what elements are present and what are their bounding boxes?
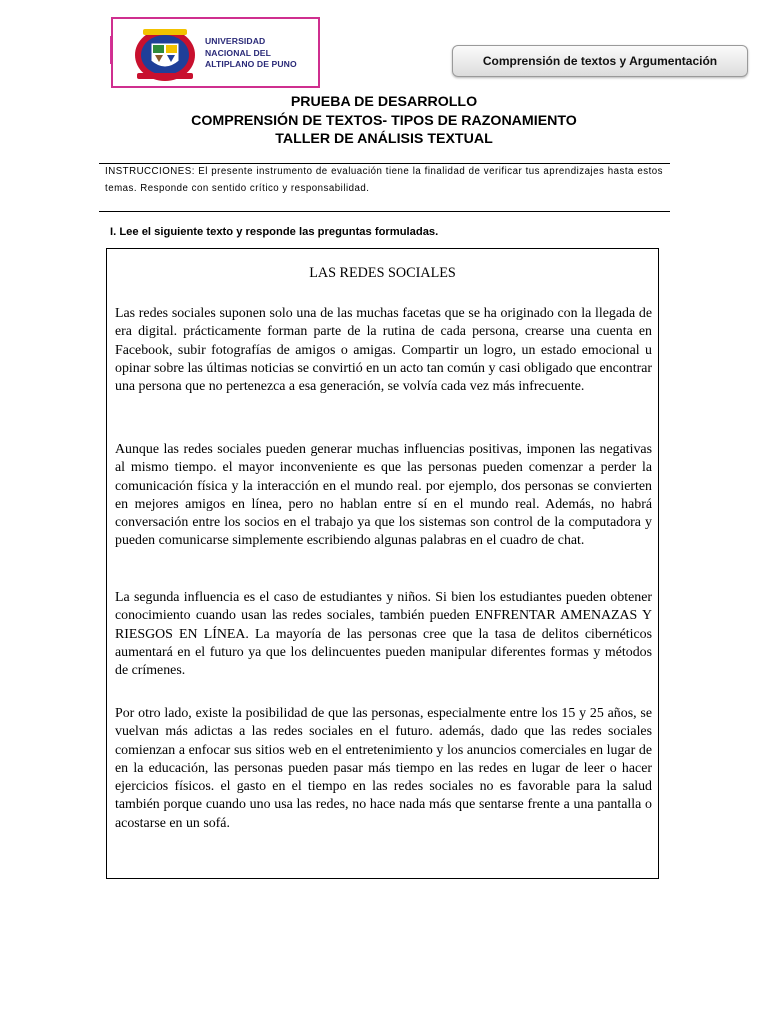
logo-line-3: ALTIPLANO DE PUNO xyxy=(205,59,297,69)
university-seal-icon xyxy=(133,25,197,83)
university-logo xyxy=(111,17,320,88)
reading-paragraph-1: Las redes sociales suponen solo una de las muchas facetas que se ha originado con la llegada de era digital. prácticamente forman parte de la rutina de cada persona, crearse una cuenta en Facebook, subir fotografías de amigos o amigas. Compartir un logro, un estado emocional u opinar sobre las últimas noticias se convirtió en un acto tan común y casi obligado que encontrar una persona que no pertenezca a esa generación, se volvía cada vez más infrecuente. xyxy=(115,306,652,395)
reading-title: LAS REDES SOCIALES xyxy=(309,265,456,281)
reading-paragraph-3: La segunda influencia es el caso de estudiantes y niños. Si bien los estudiantes pueden obtener conocimiento cuando usan las redes sociales, también pueden ENFRENTAR AMENAZAS Y RIESGOS EN LÍNEA. La mayoría de las personas cree que la tasa de delitos cibernéticos aumentará en el futuro ya que los delincuentes pueden manipular diferentes formas y métodos de crímenes. xyxy=(115,590,652,679)
course-label-button[interactable]: Comprensión de textos y Argumentación xyxy=(452,45,748,77)
reading-paragraph-4: Por otro lado, existe la posibilidad de que las personas, especialmente entre los 15 y 25 años, se vuelvan más adictas a las redes sociales en el futuro. además, dado que las redes sociales comienzan a enfocar sus sitios web en el entretenimiento y los anuncios comerciales en lugar de en la educación, las personas pueden pasar más tiempo en las redes en lugar de leer o hacer ejercicios físicos. el gasto en el tiempo en las redes sociales no es favorable para la salud también porque cuando uno usa las redes, no hace nada más que sentarse frente a una pantalla o acostarse en un sofá. xyxy=(115,706,652,831)
reading-box xyxy=(106,248,659,879)
logo-text xyxy=(205,36,297,71)
logo-line-1: UNIVERSIDAD xyxy=(205,36,266,46)
title-line-1: PRUEBA DE DESARROLLO xyxy=(290,94,478,110)
instructions-bottom-rule xyxy=(99,211,670,212)
document-titles xyxy=(0,93,768,149)
reading-paragraph-2: Aunque las redes sociales pueden generar muchas influencias positivas, imponen las negativas al mismo tiempo. el mayor inconveniente es que las personas pueden comenzar a perder la comunicación física y la interacción en el mundo real. por ejemplo, dos personas se convierten en mejores amigos en línea, pero no hablan entre sí en el mundo real. Además, no habrá conversación entre los socios en el trabajo ya que los sistemas son control de la computadora y pueden comunicarse simplemente escribiendo algunas palabras en el cuadro de chat. xyxy=(115,442,652,549)
title-line-3: TALLER DE ANÁLISIS TEXTUAL xyxy=(275,131,493,147)
section-heading: I. Lee el siguiente texto y responde las preguntas formuladas. xyxy=(110,226,439,238)
logo-line-2: NACIONAL DEL xyxy=(205,47,271,58)
instructions-text: INSTRUCCIONES: El presente instrumento de evaluación tiene la finalidad de verificar tus aprendizajes hasta estos temas. Responde con sentido crítico y responsabilidad. xyxy=(105,166,663,194)
title-line-2: COMPRENSIÓN DE TEXTOS- TIPOS DE RAZONAMIENTO xyxy=(191,112,577,129)
